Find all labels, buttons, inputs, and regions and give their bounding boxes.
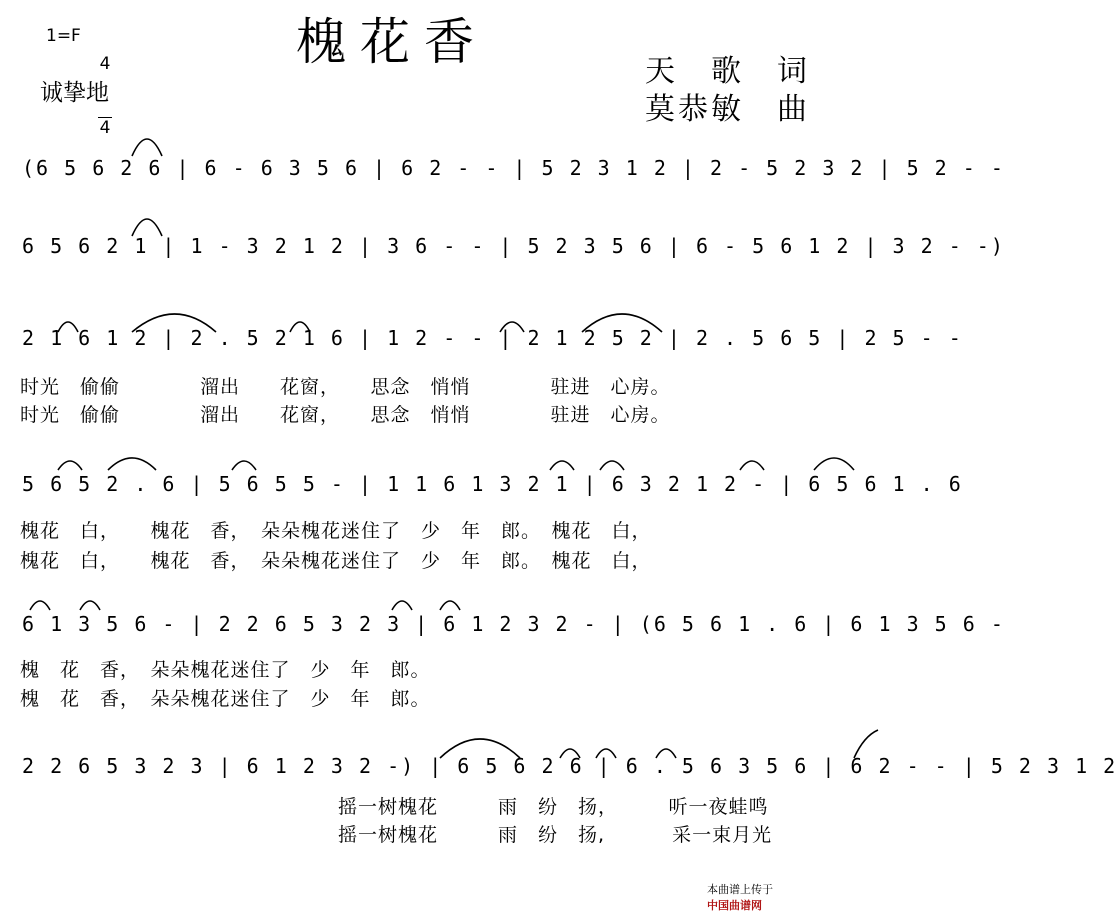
site-brand-logo: 中国曲谱网 [707, 899, 762, 912]
slur [854, 730, 878, 758]
lyrics-verse-1: 槐花 白， 槐花 香， 朵朵槐花迷住了 少 年 郎。 槐花 白， [20, 520, 652, 542]
slur [392, 601, 412, 610]
slur [600, 461, 624, 470]
lyrics-verse-2: 槐 花 香， 朵朵槐花迷住了 少 年 郎。 [20, 688, 431, 710]
composer-credit: 莫恭敏 曲 [645, 92, 810, 127]
slur [58, 322, 78, 332]
slur [132, 314, 216, 332]
notation-line: 2 1 6 1 2 | 2 . 5 2 1 6 | 1 2 - - | 2 1 2 5 2 | 2 . 5 6 5 | 2 5 - - [22, 326, 963, 350]
slur [500, 322, 524, 332]
lyrics-verse-2: 槐花 白， 槐花 香， 朵朵槐花迷住了 少 年 郎。 槐花 白， [20, 550, 652, 572]
lyrics-verse-2: 摇一树槐花 雨 纷 扬, 采一束月光 [338, 824, 773, 846]
slur [108, 458, 156, 470]
key-signature: 1=F [46, 26, 81, 46]
notation-line: 6 5 6 2 1 | 1 - 3 2 1 2 | 3 6 - - | 5 2 3 5 6 | 6 - 5 6 1 2 | 3 2 - -) [22, 234, 1005, 258]
slur [132, 219, 162, 236]
lyricist-credit: 天 歌 词 [645, 54, 810, 89]
time-signature-top: 4 [99, 54, 111, 74]
notation-line: 5 6 5 2 . 6 | 5 6 5 5 - | 1 1 6 1 3 2 1 | 6 3 2 1 2 - | 6 5 6 1 . 6 [22, 472, 963, 496]
slur [132, 139, 162, 156]
footer-text: 本曲谱上传于 [707, 883, 773, 896]
slur [582, 314, 662, 332]
tempo-marking: 诚挚地 [40, 80, 109, 106]
slur [232, 461, 256, 470]
slur [814, 458, 854, 470]
slur [440, 739, 520, 758]
slur [740, 461, 764, 470]
upload-footer [700, 868, 773, 913]
slur [596, 749, 616, 758]
lyrics-verse-1: 摇一树槐花 雨 纷 扬， 听一夜蛙鸣 [338, 796, 769, 818]
slur [30, 601, 50, 610]
notation-line: (6 5 6 2 6 | 6 - 6 3 5 6 | 6 2 - - | 5 2 3 1 2 | 2 - 5 2 3 2 | 5 2 - - [22, 156, 1005, 180]
notation-line: 6 1 3 5 6 - | 2 2 6 5 3 2 3 | 6 1 2 3 2 - | (6 5 6 1 . 6 | 6 1 3 5 6 - [22, 612, 1005, 636]
slur [290, 322, 310, 332]
slur [80, 601, 100, 610]
slur [58, 461, 82, 470]
lyrics-verse-1: 槐 花 香， 朵朵槐花迷住了 少 年 郎。 [20, 659, 431, 681]
lyrics-verse-1: 时光 偷偷 溜出 花窗， 思念 悄悄 驻进 心房。 [20, 376, 671, 398]
slur [560, 749, 580, 758]
song-title: 槐花香 [296, 13, 488, 71]
slur [550, 461, 574, 470]
slur [440, 601, 460, 610]
time-signature-bottom: 4 [99, 118, 111, 138]
notation-line: 2 2 6 5 3 2 3 | 6 1 2 3 2 -) | 6 5 6 2 6 | 6 . 5 6 3 5 6 | 6 2 - - | 5 2 3 1 2 [22, 754, 1117, 778]
lyrics-verse-2: 时光 偷偷 溜出 花窗， 思念 悄悄 驻进 心房。 [20, 404, 671, 426]
slur [656, 749, 676, 758]
